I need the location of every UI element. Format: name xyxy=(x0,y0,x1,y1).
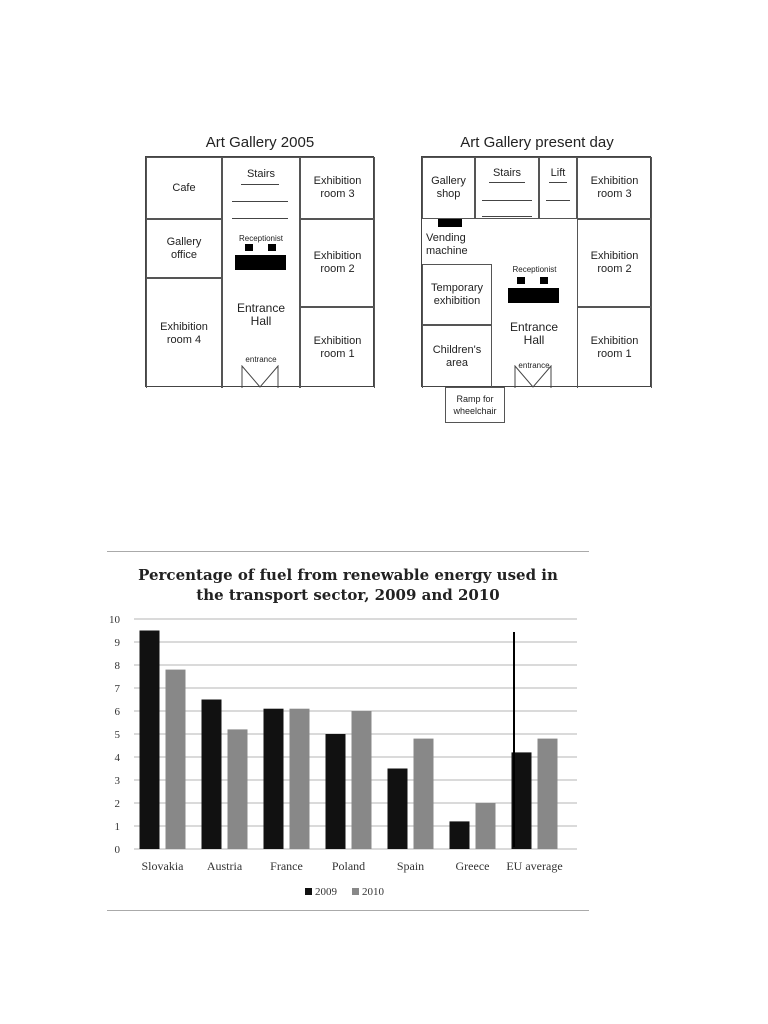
y-tick-label: 4 xyxy=(114,752,120,764)
room-exhibition-4-label: Exhibition room 4 xyxy=(160,320,208,346)
bar-2009-spain xyxy=(388,769,408,850)
room-exhibition-4 xyxy=(146,278,222,388)
room-exhibition-2 xyxy=(300,219,375,307)
bar-2010-poland xyxy=(352,711,372,849)
y-tick-label: 5 xyxy=(114,729,120,741)
lift-line xyxy=(546,200,570,201)
room-exhibition-3 xyxy=(300,157,375,219)
room-ramp xyxy=(445,387,505,423)
x-tick-label: EU average xyxy=(506,859,563,873)
bar-2009-slovakia xyxy=(140,631,160,850)
legend-label-2010: 2010 xyxy=(362,886,384,898)
bar-2010-slovakia xyxy=(166,670,186,849)
room-exhibition-2-label: Exhibition room 2 xyxy=(590,250,639,275)
room-childrens-area-label: Children's area xyxy=(432,344,482,369)
room-temporary-exhibition-label: Temporary exhibition xyxy=(431,281,483,307)
room-exhibition-1-label: Exhibition room 1 xyxy=(590,335,639,360)
floor-plan-present xyxy=(421,156,651,387)
y-tick-label: 1 xyxy=(114,821,120,833)
room-gallery-office xyxy=(146,219,222,278)
y-tick-label: 10 xyxy=(109,614,120,626)
stairs-line xyxy=(232,201,288,202)
room-exhibition-3-label: Exhibition room 3 xyxy=(313,175,362,200)
legend-swatch-2009 xyxy=(305,888,312,895)
bar-2009-france xyxy=(264,709,284,849)
y-tick-label: 8 xyxy=(114,660,120,672)
plan-present-title: Art Gallery present day xyxy=(460,134,614,151)
bar-2009-austria xyxy=(202,700,222,850)
entrance-door-icon xyxy=(241,365,279,388)
y-tick-label: 7 xyxy=(114,683,120,695)
chair-icon xyxy=(540,277,548,284)
bar-2009-poland xyxy=(326,734,346,849)
plan-2005-title: Art Gallery 2005 xyxy=(205,134,315,151)
entrance-door-icon xyxy=(514,365,552,388)
vending-machine-icon xyxy=(438,219,462,227)
bar-2010-greece xyxy=(476,803,496,849)
receptionist-label: Receptionist xyxy=(238,234,284,243)
room-entrance-hall xyxy=(222,157,300,388)
room-exhibition-3 xyxy=(577,157,652,219)
room-ramp-label: Ramp for wheelchair xyxy=(453,394,497,416)
vending-machine-label: Vending machine xyxy=(426,232,468,257)
y-tick-label: 0 xyxy=(114,844,120,856)
room-exhibition-2-label: Exhibition room 2 xyxy=(313,250,362,275)
legend-swatch-2010 xyxy=(352,888,359,895)
stairs-label: Stairs xyxy=(492,167,522,179)
room-cafe-label: Cafe xyxy=(172,181,196,194)
bar-2010-spain xyxy=(414,739,434,849)
y-tick-label: 6 xyxy=(114,706,120,718)
lift-line xyxy=(549,182,567,183)
x-tick-label: Slovakia xyxy=(141,859,184,873)
x-tick-label: Austria xyxy=(206,859,243,873)
y-tick-label: 3 xyxy=(114,775,120,787)
y-tick-label: 9 xyxy=(114,637,120,649)
room-gallery-shop-label: Gallery shop xyxy=(431,175,466,200)
stairs-label: Stairs xyxy=(246,168,276,180)
bar-2010-eu-average xyxy=(538,739,558,849)
x-tick-label: Greece xyxy=(455,859,490,873)
chart-frame xyxy=(107,551,589,911)
chair-icon xyxy=(245,244,253,251)
receptionist-label: Receptionist xyxy=(512,265,557,274)
lift-label: Lift xyxy=(550,167,566,179)
bar-chart xyxy=(107,552,589,910)
bar-2010-austria xyxy=(228,729,248,849)
room-temporary-exhibition xyxy=(422,264,492,325)
room-exhibition-3-label: Exhibition room 3 xyxy=(590,175,639,200)
room-cafe xyxy=(146,157,222,219)
room-gallery-office-label: Gallery office xyxy=(166,235,202,261)
x-tick-label: Spain xyxy=(396,859,425,873)
room-childrens-area xyxy=(422,325,492,388)
entrance-label: entrance xyxy=(518,361,550,370)
x-tick-label: Poland xyxy=(331,859,366,873)
stairs-line xyxy=(241,184,279,185)
x-tick-label: France xyxy=(270,859,303,873)
chart-title-line-1: Percentage of fuel from renewable energy used in xyxy=(138,566,558,584)
chair-icon xyxy=(517,277,525,284)
stairs-line xyxy=(489,182,525,183)
y-tick-label: 2 xyxy=(114,798,120,810)
stairs-line xyxy=(482,200,532,201)
entrance-label: entrance xyxy=(245,355,277,364)
room-exhibition-2 xyxy=(577,219,652,307)
floor-plan-2005 xyxy=(145,156,374,387)
room-exhibition-1-label: Exhibition room 1 xyxy=(313,335,362,360)
room-exhibition-1 xyxy=(300,307,375,388)
reception-desk-icon xyxy=(508,288,559,303)
chart-title-line-2: the transport sector, 2009 and 2010 xyxy=(196,586,500,604)
bar-2009-greece xyxy=(450,821,470,849)
bar-layer xyxy=(140,631,558,850)
bar-2010-france xyxy=(290,709,310,849)
legend-label-2009: 2009 xyxy=(315,886,337,898)
room-gallery-shop xyxy=(422,157,475,219)
entrance-hall-label: Entrance Hall xyxy=(509,320,559,347)
reception-desk-icon xyxy=(235,255,286,270)
stairs-line xyxy=(482,216,532,217)
entrance-hall-label: Entrance Hall xyxy=(236,301,286,328)
chair-icon xyxy=(268,244,276,251)
stairs-line xyxy=(232,218,288,219)
room-exhibition-1 xyxy=(577,307,652,388)
